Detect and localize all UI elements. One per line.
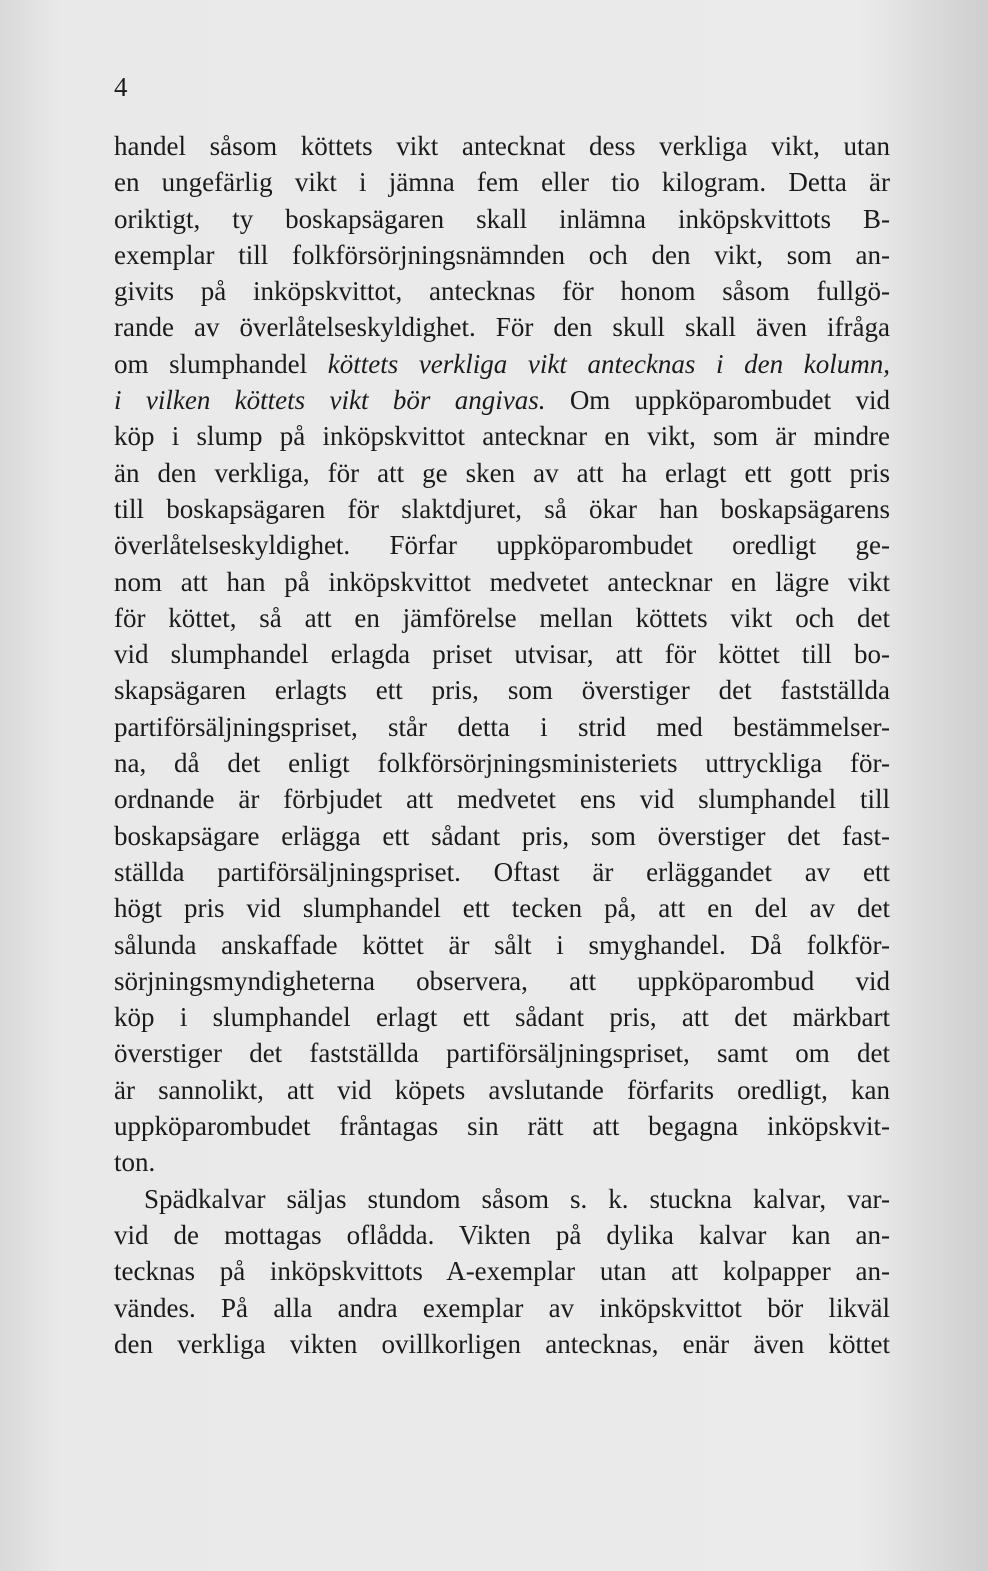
text-line: än den verkliga, för att ge sken av att ha erlagt ett gott pris	[114, 457, 890, 488]
text-line: Spädkalvar säljas stundom såsom s. k. stuckna kalvar, var-	[144, 1183, 890, 1214]
text-line: boskapsägare erlägga ett sådant pris, som överstiger det fast-	[114, 820, 890, 851]
text-segment: Om uppköparombudet vid	[545, 385, 890, 416]
text-line: köp i slumphandel erlagt ett sådant pris, att det märkbart	[114, 1002, 890, 1033]
text-line: uppköparombudet fråntagas sin rätt att begagna inköpskvit-	[114, 1111, 890, 1142]
text-line: ton.	[114, 1147, 156, 1178]
body-text	[114, 128, 890, 1362]
text-line: partiförsäljningspriset, står detta i strid med bestämmelser-	[114, 711, 890, 742]
text-line: högt pris vid slumphandel ett tecken på, att en del av det	[114, 893, 890, 924]
text-line: en ungefärlig vikt i jämna fem eller tio kilogram. Detta är	[114, 167, 890, 198]
text-line: köp i slump på inköpskvittot antecknar en vikt, som är mindre	[114, 421, 890, 452]
text-line: na, då det enligt folkförsörjningsministeriets uttryckliga för-	[114, 748, 890, 779]
text-line: rande av överlåtelseskyldighet. För den skull skall även ifråga	[114, 312, 890, 343]
text-line: exemplar till folkförsörjningsnämnden och den vikt, som an-	[114, 239, 890, 270]
page-number: 4	[114, 72, 128, 102]
text-line	[114, 382, 890, 418]
italic-emphasis: i vilken köttets vikt bör angivas.	[114, 385, 546, 416]
text-line: vändes. På alla andra exemplar av inköpskvittot bör likväl	[114, 1292, 890, 1323]
text-segment: om slumphandel	[114, 348, 328, 379]
text-line: överlåtelseskyldighet. Förfar uppköparombudet oredligt ge-	[114, 530, 890, 561]
text-line: skapsägaren erlagts ett pris, som överstiger det fastställda	[114, 675, 890, 706]
text-line: sörjningsmyndigheterna observera, att uppköparombud vid	[114, 965, 890, 996]
italic-emphasis: köttets verkliga vikt antecknas i den kolumn,	[327, 348, 891, 379]
text-line: för köttet, så att en jämförelse mellan köttets vikt och det	[114, 602, 890, 633]
text-line: tecknas på inköpskvittots A-exemplar utan att kolpapper an-	[114, 1256, 890, 1287]
text-line: är sannolikt, att vid köpets avslutande förfarits oredligt, kan	[114, 1074, 890, 1105]
text-line: sålunda anskaffade köttet är sålt i smyghandel. Då folkför-	[114, 929, 890, 960]
text-line: till boskapsägaren för slaktdjuret, så ökar han boskapsägarens	[114, 493, 890, 524]
text-line: nom att han på inköpskvittot medvetet antecknar en lägre vikt	[114, 566, 890, 597]
text-line: handel såsom köttets vikt antecknat dess verkliga vikt, utan	[114, 131, 890, 161]
text-line: ställda partiförsäljningspriset. Oftast är erläggandet av ett	[114, 856, 890, 887]
text-line: oriktigt, ty boskapsägaren skall inlämna inköpskvittots B-	[114, 203, 890, 234]
text-line: vid slumphandel erlagda priset utvisar, att för köttet till bo-	[114, 639, 890, 670]
text-line: överstiger det fastställda partiförsäljningspriset, samt om det	[114, 1038, 890, 1069]
text-line	[114, 346, 890, 382]
text-line: vid de mottagas oflådda. Vikten på dylika kalvar kan an-	[114, 1219, 890, 1250]
text-line: givits på inköpskvittot, antecknas för honom såsom fullgö-	[114, 276, 890, 307]
text-line: den verkliga vikten ovillkorligen antecknas, enär även köttet	[114, 1328, 890, 1359]
text-line: ordnande är förbjudet att medvetet ens vid slumphandel till	[114, 784, 890, 815]
